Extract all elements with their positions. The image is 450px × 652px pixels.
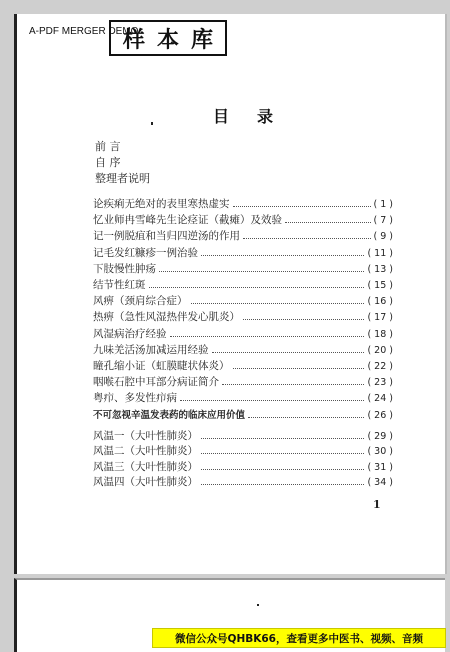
toc-leader-dots [212,352,365,353]
preface-item: 整理者说明 [95,172,150,185]
toc-entry [93,261,393,278]
scan-speck [151,122,153,125]
toc-entry-page: ( 29 ) [367,431,393,442]
toc-leader-dots [201,438,364,439]
toc-leader-dots [233,206,371,207]
toc-entry-page: ( 20 ) [367,344,393,356]
toc-leader-dots [201,453,364,454]
sample-library-stamp [109,20,227,56]
toc-entry [93,228,393,245]
toc-leader-dots [191,303,365,304]
toc-entry-page: ( 9 ) [373,231,393,243]
toc-leader-dots [248,417,364,418]
toc-leader-dots [285,222,371,223]
toc-entry-page: ( 26 ) [367,409,393,421]
stamp-char: 样 [122,26,145,53]
toc-entry-title: 论疾痢无绝对的表里寒热虚实 [93,198,230,210]
toc-entry [93,293,393,310]
toc-entry-title: 风温三（大叶性肺炎） [93,460,198,473]
toc-entry-page: ( 22 ) [367,361,393,372]
toc-entry [93,342,393,359]
toc-entry-page: ( 11 ) [367,247,393,259]
toc-entry [93,374,393,391]
toc-leader-dots [222,384,364,385]
toc-leader-dots [159,271,364,272]
toc-entry-title: 记一例脱疽和当归四逆汤的作用 [93,230,240,243]
toc-entry [93,390,393,407]
toc-entry-title: 忆业师冉雪峰先生论痉证（截瘫）及效验 [93,214,282,227]
toc-entry-title: 咽喉石腔中耳部分病证简介 [93,376,219,389]
toc-entry-title: 风温一（大叶性肺炎） [93,430,198,442]
toc-entry-title: 风湿病治疗经验 [93,327,167,340]
toc-entry [93,245,393,262]
toc-entry [93,326,393,343]
toc-leader-dots [233,368,365,369]
page-title: 目录 [213,107,302,126]
toc-entry-title: 记毛发红糠疹一例治验 [93,246,198,259]
toc-entry-page: ( 7 ) [373,215,393,227]
toc-entry-title: 热痹（急性风湿热伴发心肌炎） [93,311,240,324]
toc-entry-title: 不可忽视辛温发表药的临床应用价值 [93,409,246,421]
preface-item: 前 言 [95,140,121,153]
toc-entry-title: 风痹（颈肩综合症） [93,295,188,308]
toc-leader-dots [201,255,364,256]
toc-leader-dots [149,287,365,288]
wechat-banner: 微信公众号QHBK66，查看更多中医书、视频、音频 [152,628,446,648]
toc-entry-page: ( 24 ) [367,393,393,405]
toc-leader-dots [201,469,364,470]
toc-entry-title: 结节性红斑 [93,279,146,291]
toc-entry-page: ( 13 ) [367,263,393,275]
toc-entry [93,196,393,213]
toc-entry-title: 粤疖、多发性疖病 [93,392,177,405]
stamp-char: 本 [156,26,179,53]
toc-entry [93,474,393,491]
toc-entry-page: ( 30 ) [367,446,393,458]
toc-entry-title: 风温二（大叶性肺炎） [93,445,198,458]
toc-entry-page: ( 31 ) [367,461,393,473]
toc-entry-title: 九味羌活汤加减运用经验 [93,343,209,356]
toc-entry [93,407,393,424]
toc-entry [93,277,393,294]
toc-entry-page: ( 16 ) [367,296,393,308]
toc-leader-dots [201,484,364,485]
toc-entry [93,358,393,375]
toc-entry-title: 瞳孔缩小证（虹膜睫状体炎） [93,360,230,372]
toc-entry [93,212,393,229]
scan-speck [257,604,259,606]
toc-entry-page: ( 1 ) [373,199,393,210]
demo-watermark: A-PDF MERGER DEMO [29,26,139,37]
toc-entry-page: ( 17 ) [367,312,393,324]
toc-leader-dots [243,319,364,320]
toc-entry-page: ( 34 ) [367,476,393,488]
toc-entry-title: 风温四（大叶性肺炎） [93,475,198,488]
toc-leader-dots [243,238,371,239]
toc-entry-title: 下肢慢性肿疡 [93,262,156,275]
toc-entry-page: ( 15 ) [367,280,393,291]
toc-leader-dots [170,336,365,337]
page-number: 1 [373,498,381,511]
toc-leader-dots [180,400,364,401]
toc-entry-page: ( 23 ) [367,377,393,389]
stamp-char: 库 [190,26,213,53]
toc-entry-page: ( 18 ) [367,328,393,340]
preface-item: 自 序 [95,156,121,169]
document-page [14,14,447,574]
toc-entry [93,309,393,326]
